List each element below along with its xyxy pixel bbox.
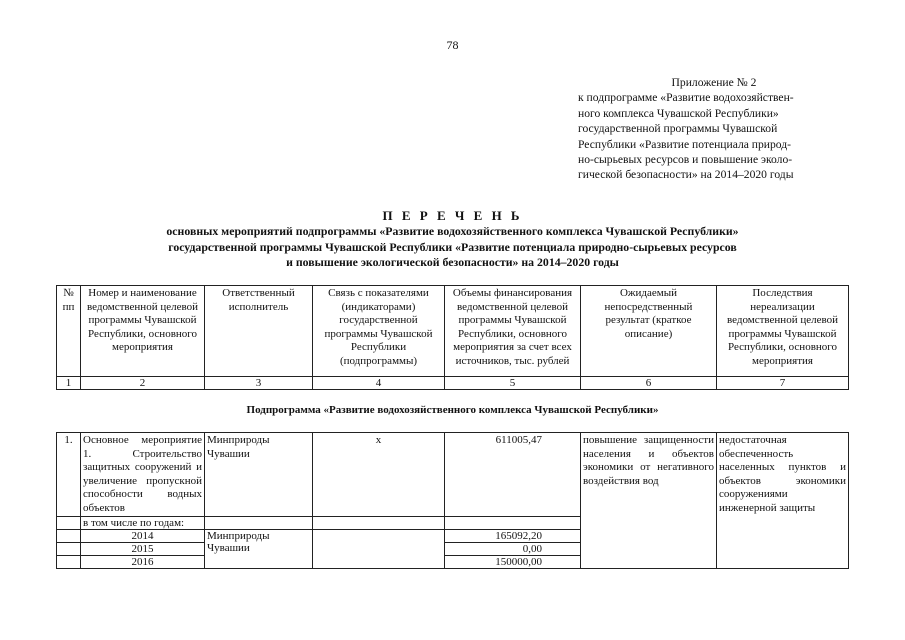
col-header-indicators: Связь с показателями (индикаторами) государственной программы Чувашской Республики (подпрограммы) <box>313 286 445 377</box>
empty-cell <box>57 556 81 569</box>
document-title: П Е Р Е Ч Е Н Ь <box>382 208 523 223</box>
empty-cell <box>445 517 581 530</box>
table-row <box>57 433 849 517</box>
col-header-funding: Объемы финансирования ведомственной целевой программы Чувашской Республики, основного мероприятия за счет всех источников, тыс. рублей <box>445 286 581 377</box>
measures-table <box>56 285 849 569</box>
col-header-consequences: Последствия нереализации ведомственной целевой программы Чувашской Республики, основного мероприятия <box>717 286 849 377</box>
subtitle-line: государственной программы Чувашской Республики «Развитие потенциала природно-сырьевых ресурсов <box>168 239 737 254</box>
column-number: 4 <box>313 377 445 390</box>
column-number: 5 <box>445 377 581 390</box>
empty-cell <box>57 543 81 556</box>
appendix-line: Республики «Развитие потенциала природ- <box>578 137 792 151</box>
empty-cell <box>205 517 313 530</box>
row-number: 1. <box>57 433 81 517</box>
column-number: 7 <box>717 377 849 390</box>
empty-cell <box>57 530 81 543</box>
measure-executor: Минприроды Чувашии <box>205 433 313 517</box>
appendix-line: гической безопасности» на 2014–2020 годы <box>578 168 794 182</box>
subtitle-line: и повышение экологической безопасности» на 2014–2020 годы <box>286 255 619 269</box>
year-funding: 165092,20 <box>445 530 581 543</box>
year-funding: 150000,00 <box>445 556 581 569</box>
column-number: 3 <box>205 377 313 390</box>
appendix-note <box>578 75 850 183</box>
table-header-row <box>57 286 849 377</box>
col-header-name: Номер и наименование ведомственной целевой программы Чувашской Республики, основного мероприятия <box>81 286 205 377</box>
appendix-line: к подпрограмме «Развитие водохозяйствен- <box>578 91 794 105</box>
year-cell: 2016 <box>81 556 205 569</box>
year-cell: 2014 <box>81 530 205 543</box>
appendix-line: но-сырьевых ресурсов и повышение эколо- <box>578 153 793 167</box>
measure-expected-result: повышение защищенности населения и объектов экономики от негативного воздействия вод <box>581 433 717 569</box>
document-subtitle <box>90 224 815 271</box>
years-executor: Минприроды Чувашии <box>205 530 313 569</box>
by-years-label: в том числе по годам: <box>81 517 205 530</box>
measure-indicator-link: х <box>313 433 445 517</box>
empty-cell <box>313 530 445 569</box>
appendix-title: Приложение № 2 <box>671 76 757 89</box>
subtitle-line: основных мероприятий подпрограммы «Развитие водохозяйственного комплекса Чувашской Республики» <box>166 224 739 238</box>
measure-consequences: недостаточная обеспеченность населенных пунктов и объектов экономики сооружениями инженерной защиты <box>717 433 849 569</box>
measure-name: Основное мероприятие 1. Строительство защитных сооружений и увеличение пропускной способности водных объектов <box>81 433 205 517</box>
col-header-executor: Ответственный исполнитель <box>205 286 313 377</box>
column-number: 6 <box>581 377 717 390</box>
col-header-number: № пп <box>57 286 81 377</box>
year-funding: 0,00 <box>445 543 581 556</box>
measure-funding-total: 611005,47 <box>445 433 581 517</box>
subprogram-row <box>57 390 849 433</box>
page-number: 78 <box>446 38 459 52</box>
appendix-line: ного комплекса Чувашской Республики» <box>578 106 779 120</box>
year-cell: 2015 <box>81 543 205 556</box>
empty-cell <box>313 517 445 530</box>
column-number: 1 <box>57 377 81 390</box>
column-number: 2 <box>81 377 205 390</box>
subprogram-title: Подпрограмма «Развитие водохозяйственного комплекса Чувашской Республики» <box>246 404 659 417</box>
appendix-line: государственной программы Чувашской <box>578 122 778 136</box>
column-numbers-row <box>57 377 849 390</box>
empty-cell <box>57 517 81 530</box>
col-header-result: Ожидаемый непосредственный результат (краткое описание) <box>581 286 717 377</box>
